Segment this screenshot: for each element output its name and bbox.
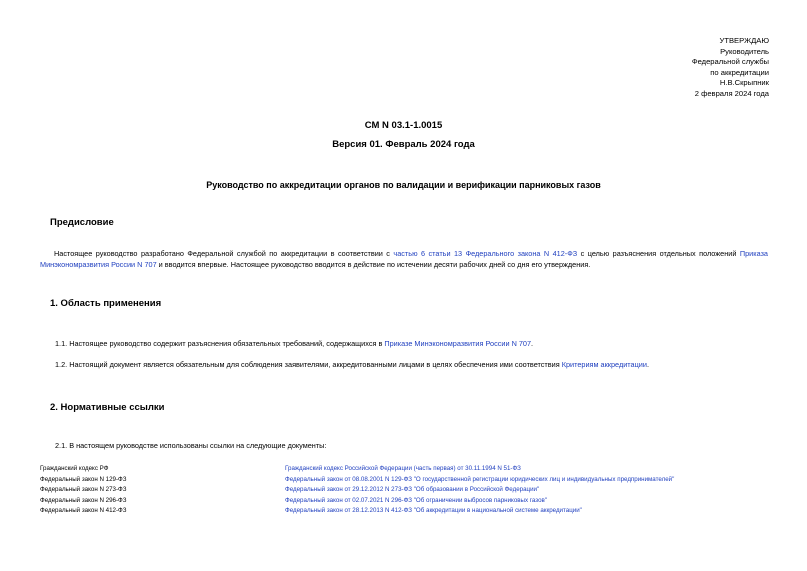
order-707-link[interactable]: Приказе Минэкономразвития России N 707 bbox=[384, 339, 532, 348]
document-title: Руководство по аккредитации органов по валидации и верификации парниковых газов bbox=[206, 180, 601, 190]
accreditation-criteria-link[interactable]: Критериям аккредитации bbox=[561, 360, 647, 369]
reference-short-name: Федеральный закон N 296-ФЗ bbox=[40, 496, 127, 504]
references-heading: 2. Нормативные ссылки bbox=[50, 402, 165, 413]
references-table bbox=[40, 465, 780, 518]
preface-paragraph bbox=[40, 248, 768, 270]
order-707-link[interactable]: Приказа Минэкономразвития России N 707 bbox=[40, 249, 768, 270]
preface-text: с целью разъяснения отдельных положений bbox=[577, 249, 740, 258]
approval-line: Федеральной службы bbox=[691, 57, 769, 67]
approval-block bbox=[692, 36, 769, 100]
preface-heading: Предисловие bbox=[50, 217, 114, 228]
approval-line: Н.В.Скрыпник bbox=[719, 78, 769, 88]
paragraph-text: . bbox=[531, 339, 534, 348]
approval-line: УТВЕРЖДАЮ bbox=[719, 36, 769, 45]
scope-paragraph-2 bbox=[55, 360, 649, 369]
reference-link[interactable]: Федеральный закон от 02.07.2021 N 296-ФЗ "Об ограничении выбросов парниковых газов" bbox=[285, 496, 547, 504]
reference-short-name: Федеральный закон N 412-ФЗ bbox=[40, 507, 127, 514]
reference-link[interactable]: Федеральный закон от 28.12.2013 N 412-ФЗ "Об аккредитации в национальной системе аккредитации" bbox=[285, 507, 582, 514]
reference-row bbox=[40, 476, 780, 487]
reference-short-name: Федеральный закон N 129-ФЗ bbox=[40, 475, 127, 483]
law-412-article-link[interactable]: частью 6 статьи 13 Федерального закона N 412-ФЗ bbox=[393, 249, 578, 258]
paragraph-text: 1.1. Настоящее руководство содержит разъяснения обязательных требований, содержащихся в bbox=[55, 339, 385, 348]
paragraph-text: 1.2. Настоящий документ является обязательным для соблюдения заявителями, аккредитованными лицами в целях обеспечения ими соответствия bbox=[55, 360, 562, 369]
reference-link[interactable]: Федеральный закон от 08.08.2001 N 129-ФЗ "О государственной регистрации юридических лиц и индивидуальных предпринимателей" bbox=[285, 475, 675, 483]
approval-line: 2 февраля 2024 года bbox=[694, 88, 769, 98]
reference-short-name: Федеральный закон N 273-ФЗ bbox=[40, 486, 127, 493]
reference-row bbox=[40, 507, 780, 518]
reference-row bbox=[40, 486, 780, 497]
references-intro: 2.1. В настоящем руководстве использованы ссылки на следующие документы: bbox=[55, 441, 327, 450]
document-code: СМ N 03.1-1.0015 bbox=[364, 120, 443, 131]
scope-heading: 1. Область применения bbox=[50, 298, 162, 309]
reference-short-name: Гражданский кодекс РФ bbox=[40, 465, 109, 472]
preface-text: Настоящее руководство разработано Федеральной службой по аккредитации в соответствии с bbox=[54, 249, 394, 258]
paragraph-text: . bbox=[646, 360, 649, 369]
reference-row bbox=[40, 465, 780, 476]
document-version: Версия 01. Февраль 2024 года bbox=[332, 139, 475, 150]
reference-link[interactable]: Гражданский кодекс Российской Федерации (часть первая) от 30.11.1994 N 51-ФЗ bbox=[285, 465, 521, 472]
approval-line: Руководитель bbox=[720, 46, 769, 56]
reference-row bbox=[40, 497, 780, 508]
preface-text: и вводится впервые. Настоящее руководство вводится в действие по истечении десяти рабочих дней со дня его утверждения. bbox=[156, 260, 591, 270]
approval-line: по аккредитации bbox=[710, 67, 769, 77]
reference-link[interactable]: Федеральный закон от 29.12.2012 N 273-ФЗ "Об образовании в Российской Федерации" bbox=[285, 486, 540, 493]
scope-paragraph-1 bbox=[55, 339, 533, 348]
